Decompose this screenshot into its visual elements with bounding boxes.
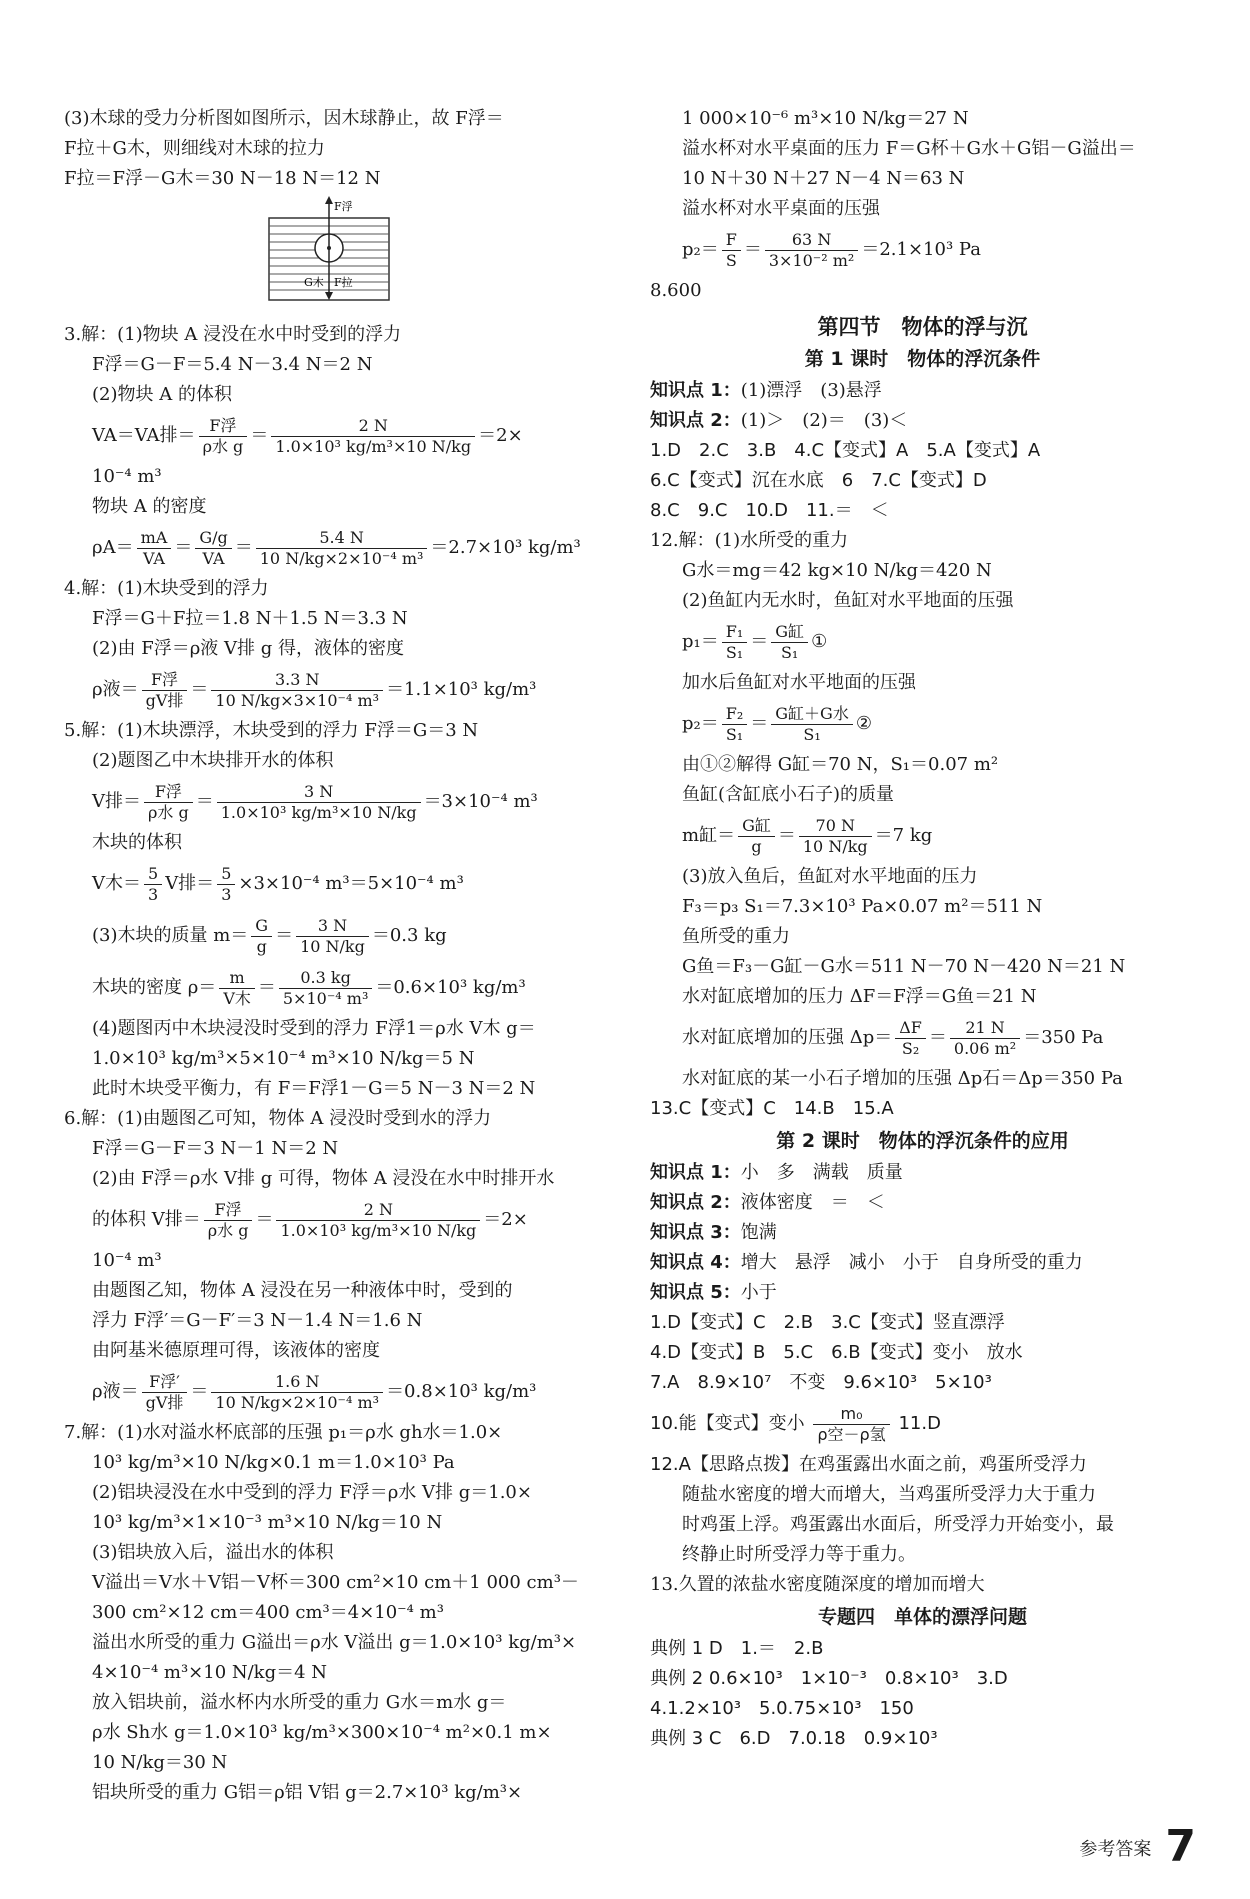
equation: V木＝ $\frac{5}{3}$ V排＝ $\frac{5}{3}$ ×3×10⁻⁴ m³＝5×10⁻⁴ m³ <box>92 863 464 904</box>
text-line: 水对缸底增加的压力 ΔF＝F浮＝G鱼＝21 N <box>682 986 1037 1007</box>
knowledge-point: 知识点 2：(1)＞ (2)＝ (3)＜ <box>650 410 908 431</box>
page-footer <box>1079 1821 1196 1872</box>
text-line: 4×10⁻⁴ m³×10 N/kg＝4 N <box>92 1662 328 1683</box>
equation: p₁＝ $\frac{\text{F₁}}{\text{S₁}}$ ＝ $\frac{\text{G缸}}{\text{S₁}}$ ① <box>682 621 828 662</box>
text-line: 由①②解得 G缸＝70 N，S₁＝0.07 m² <box>682 754 999 775</box>
answer-line: 13.C【变式】C 14.B 15.A <box>650 1098 894 1119</box>
text-line: (2)由 F浮＝ρ液 V排 g 得，液体的密度 <box>92 638 404 659</box>
equation: VA＝VA排＝ $\frac{\text{F浮}}{\text{ρ水 g}}$ ＝ $\frac{2 N}{\text{1.0×10³ kg/m³×10 N/kg}}$ ＝2× <box>92 415 523 456</box>
force-diagram <box>264 196 394 306</box>
knowledge-point: 知识点 1：(1)漂浮 (3)悬浮 <box>650 380 882 401</box>
text-line: 6.解：(1)由题图乙可知，物体 A 浸没时受到水的浮力 <box>64 1108 492 1129</box>
text-line: F拉＝F浮－G木＝30 N－18 N＝12 N <box>64 168 381 189</box>
text-line: 5.解：(1)木块漂浮，木块受到的浮力 F浮＝G＝3 N <box>64 720 479 741</box>
text-line: 水对缸底的某一小石子增加的压强 Δp石＝Δp＝350 Pa <box>682 1068 1123 1089</box>
text-line: 13.久置的浓盐水密度随深度的增加而增大 <box>650 1574 985 1595</box>
text-line: (3)木球的受力分析图如图所示，因木球静止，故 F浮＝ <box>64 108 504 129</box>
text-line: 由阿基米德原理可得，该液体的密度 <box>92 1340 380 1361</box>
answer-line: 4.1.2×10³ 5.0.75×10³ 150 <box>650 1698 914 1719</box>
answer-line: 1.D 2.C 3.B 4.C【变式】A 5.A【变式】A <box>650 440 1041 461</box>
text-line: 10³ kg/m³×10 N/kg×0.1 m＝1.0×10³ Pa <box>92 1452 455 1473</box>
text-line: F₃＝p₃ S₁＝7.3×10³ Pa×0.07 m²＝511 N <box>682 896 1043 917</box>
text-line: 12.解：(1)水所受的重力 <box>650 530 849 551</box>
knowledge-point: 知识点 2：液体密度 ＝ ＜ <box>650 1192 885 1213</box>
text-line: 10³ kg/m³×1×10⁻³ m³×10 N/kg＝10 N <box>92 1512 443 1533</box>
answer-line: 8.C 9.C 10.D 11.＝ ＜ <box>650 500 889 521</box>
answer-line: 1.D【变式】C 2.B 3.C【变式】竖直漂浮 <box>650 1312 1005 1333</box>
answer-line: 典例 1 D 1.＝ 2.B <box>650 1638 824 1659</box>
text-line: (2)由 F浮＝ρ水 V排 g 可得，物体 A 浸没在水中时排开水 <box>92 1168 555 1189</box>
text-line: F浮＝G＋F拉＝1.8 N＋1.5 N＝3.3 N <box>92 608 408 629</box>
equation: ρ液＝ $\frac{\text{F浮′}}{\text{gV排}}$ ＝ $\frac{1.6 N}{\text{10 N/kg×2×10⁻⁴ m³}}$ ＝0.8×10³ kg/m³ <box>92 1371 537 1412</box>
equation: (3)木块的质量 m＝ $\frac{G}{g}$ ＝ $\frac{3 N}{10 N/kg}$ ＝0.3 kg <box>92 915 447 956</box>
equation: 的体积 V排＝ $\frac{\text{F浮}}{\text{ρ水 g}}$ ＝ $\frac{2 N}{\text{1.0×10³ kg/m³×10 N/kg}}$ ＝2× <box>92 1199 528 1240</box>
section-title: 第四节 物体的浮与沉 <box>817 315 1028 339</box>
equation: V排＝ $\frac{\text{F浮}}{\text{ρ水 g}}$ ＝ $\frac{3 N}{\text{1.0×10³ kg/m³×10 N/kg}}$ ＝3×10⁻⁴ m³ <box>92 781 538 822</box>
text-line: V溢出＝V水＋V铝－V杯＝300 cm²×10 cm＋1 000 cm³－ <box>92 1572 579 1593</box>
text-line: 由题图乙知，物体 A 浸没在另一种液体中时，受到的 <box>92 1280 513 1301</box>
text-line: 终静止时所受浮力等于重力。 <box>682 1544 916 1565</box>
text-line: 溢水杯对水平桌面的压强 <box>682 198 880 219</box>
answer-line: 4.D【变式】B 5.C 6.B【变式】变小 放水 <box>650 1342 1023 1363</box>
answer-line: 典例 3 C 6.D 7.0.18 0.9×10³ <box>650 1728 938 1749</box>
right-column <box>650 104 1195 1754</box>
lesson-title: 第 1 课时 物体的浮沉条件 <box>804 348 1041 370</box>
text-line: 时鸡蛋上浮。鸡蛋露出水面后，所受浮力开始变小，最 <box>682 1514 1114 1535</box>
text-line: 1.0×10³ kg/m³×5×10⁻⁴ m³×10 N/kg＝5 N <box>92 1048 475 1069</box>
diagram-label-tension: F拉 <box>334 276 353 289</box>
text-line: 物块 A 的密度 <box>92 496 207 517</box>
knowledge-point: 知识点 4：增大 悬浮 减小 小于 自身所受的重力 <box>650 1252 1083 1273</box>
text-line: 随盐水密度的增大而增大，当鸡蛋所受浮力大于重力 <box>682 1484 1096 1505</box>
text-line: 10 N＋30 N＋27 N－4 N＝63 N <box>682 168 965 189</box>
answer-line: 7.A 8.9×10⁷ 不变 9.6×10³ 5×10³ <box>650 1372 992 1393</box>
text-line: 此时木块受平衡力，有 F＝F浮1－G＝5 N－3 N＝2 N <box>92 1078 536 1099</box>
text-line: 10⁻⁴ m³ <box>92 1250 162 1271</box>
text-line: (2)题图乙中木块排开水的体积 <box>92 750 334 771</box>
equation: 水对缸底增加的压强 Δp＝ $\frac{\Delta F}{\text{S₂}}$ ＝ $\frac{21 N}{\text{0.06 m²}}$ ＝350 Pa <box>682 1017 1104 1058</box>
equation: p₂＝ $\frac{\text{F₂}}{\text{S₁}}$ ＝ $\frac{\text{G缸＋G水}}{\text{S₁}}$ ② <box>682 703 872 744</box>
text-line: (2)铝块浸没在水中受到的浮力 F浮＝ρ水 V排 g＝1.0× <box>92 1482 532 1503</box>
text-line: 300 cm²×12 cm＝400 cm³＝4×10⁻⁴ m³ <box>92 1602 444 1623</box>
equation: ρA＝ $\frac{mA}{VA}$ ＝ $\frac{G/g}{VA}$ ＝ $\frac{5.4 N}{\text{10 N/kg×2×10⁻⁴ m³}}$ ＝2.7×10³ kg/m³ <box>92 527 581 568</box>
knowledge-point: 知识点 3：饱满 <box>650 1222 777 1243</box>
text-line: (2)鱼缸内无水时，鱼缸对水平地面的压强 <box>682 590 1014 611</box>
equation: ρ液＝ $\frac{\text{F浮}}{\text{gV排}}$ ＝ $\frac{3.3 N}{\text{10 N/kg×3×10⁻⁴ m³}}$ ＝1.1×10³ kg/m³ <box>92 669 537 710</box>
diagram-label-top: F浮 <box>334 200 353 213</box>
text-line: 7.解：(1)水对溢水杯底部的压强 p₁＝ρ水 gh水＝1.0× <box>64 1422 503 1443</box>
text-line: 加水后鱼缸对水平地面的压强 <box>682 672 916 693</box>
text-line: 放入铝块前，溢水杯内水所受的重力 G水＝m水 g＝ <box>92 1692 507 1713</box>
text-line: 10⁻⁴ m³ <box>92 466 162 487</box>
text-line: 鱼所受的重力 <box>682 926 790 947</box>
text-line: (4)题图丙中木块浸没时受到的浮力 F浮1＝ρ水 V木 g＝ <box>92 1018 536 1039</box>
text-line: 3.解：(1)物块 A 浸没在水中时受到的浮力 <box>64 324 402 345</box>
text-line: 1 000×10⁻⁶ m³×10 N/kg＝27 N <box>682 108 969 129</box>
text-line: (3)铝块放入后，溢出水的体积 <box>92 1542 334 1563</box>
text-line: 8.600 <box>650 280 702 301</box>
text-line: 鱼缸(含缸底小石子)的质量 <box>682 784 895 805</box>
text-line: G水＝mg＝42 kg×10 N/kg＝420 N <box>682 560 992 581</box>
text-line: F拉＋G木，则细线对木球的拉力 <box>64 138 325 159</box>
answer-line: 典例 2 0.6×10³ 1×10⁻³ 0.8×10³ 3.D <box>650 1668 1008 1689</box>
text-line: ρ水 Sh水 g＝1.0×10³ kg/m³×300×10⁻⁴ m²×0.1 m× <box>92 1722 552 1743</box>
text-line: F浮＝G－F＝3 N－1 N＝2 N <box>92 1138 339 1159</box>
equation: 木块的密度 ρ＝ $\frac{m}{\text{V木}}$ ＝ $\frac{0.3 kg}{\text{5×10⁻⁴ m³}}$ ＝0.6×10³ kg/m³ <box>92 967 526 1008</box>
answer-line: 6.C【变式】沉在水底 6 7.C【变式】D <box>650 470 987 491</box>
page-number: 7 <box>1165 1821 1196 1872</box>
text-line: F浮＝G－F＝5.4 N－3.4 N＝2 N <box>92 354 373 375</box>
text-line: 溢出水所受的重力 G溢出＝ρ水 V溢出 g＝1.0×10³ kg/m³× <box>92 1632 577 1653</box>
lesson-title: 第 2 课时 物体的浮沉条件的应用 <box>776 1130 1069 1152</box>
equation: m缸＝ $\frac{\text{G缸}}{g}$ ＝ $\frac{70 N}{10 N/kg}$ ＝7 kg <box>682 815 933 856</box>
equation: p₂＝ $\frac{F}{S}$ ＝ $\frac{63 N}{\text{3×10⁻² m²}}$ ＝2.1×10³ Pa <box>682 229 981 270</box>
answer-line: 12.A【思路点拨】在鸡蛋露出水面之前，鸡蛋所受浮力 <box>650 1454 1087 1475</box>
special-title: 专题四 单体的漂浮问题 <box>817 1606 1027 1628</box>
knowledge-point: 知识点 1：小 多 满载 质量 <box>650 1162 903 1183</box>
equation: 10.能【变式】变小 $\frac{\text{m₀}}{\text{ρ空－ρ氢}}$ 11.D <box>650 1403 941 1444</box>
left-column <box>64 104 624 1808</box>
text-line: 木块的体积 <box>92 832 182 853</box>
text-line: 浮力 F浮′＝G－F′＝3 N－1.4 N＝1.6 N <box>92 1310 423 1331</box>
text-line: 铝块所受的重力 G铝＝ρ铝 V铝 g＝2.7×10³ kg/m³× <box>92 1782 523 1803</box>
text-line: G鱼＝F₃－G缸－G水＝511 N－70 N－420 N＝21 N <box>682 956 1126 977</box>
text-line: 溢水杯对水平桌面的压力 F＝G杯＋G水＋G铝－G溢出＝ <box>682 138 1136 159</box>
text-line: (2)物块 A 的体积 <box>92 384 232 405</box>
diagram-label-gravity: G木 <box>304 276 324 289</box>
text-line: (3)放入鱼后，鱼缸对水平地面的压力 <box>682 866 978 887</box>
footer-label: 参考答案 <box>1079 1839 1152 1860</box>
text-line: 4.解：(1)木块受到的浮力 <box>64 578 269 599</box>
knowledge-point: 知识点 5：小于 <box>650 1282 777 1303</box>
text-line: 10 N/kg＝30 N <box>92 1752 228 1773</box>
